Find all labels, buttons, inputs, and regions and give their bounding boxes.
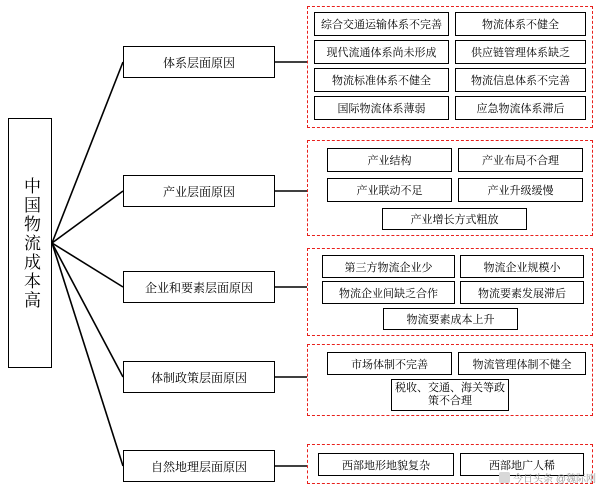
- category-node-geography[interactable]: [123, 450, 275, 482]
- leaf-item[interactable]: 产业升级缓慢: [458, 178, 583, 202]
- category-label-policy: 体制政策层面原因: [150, 370, 247, 385]
- category-label-industry: 产业层面原因: [162, 184, 235, 199]
- category-node-policy[interactable]: [123, 361, 275, 393]
- category-node-system[interactable]: [123, 46, 275, 78]
- category-label-enterprise: 企业和要素层面原因: [144, 280, 253, 295]
- leaf-item[interactable]: 物流企业规模小: [460, 255, 584, 278]
- leaf-item[interactable]: 西部地广人稀: [460, 453, 584, 476]
- leaf-item[interactable]: 物流要素成本上升: [383, 308, 518, 330]
- category-node-enterprise[interactable]: [123, 271, 275, 303]
- leaf-item[interactable]: 物流标准体系不健全: [314, 68, 449, 92]
- watermark: [499, 470, 596, 485]
- watermark-logo-icon: [499, 472, 510, 483]
- root-node: [8, 118, 52, 368]
- leaf-item[interactable]: 产业联动不足: [327, 178, 452, 202]
- category-label-system: 体系层面原因: [162, 55, 235, 70]
- category-label-geography: 自然地理层面原因: [150, 459, 247, 474]
- root-label: 中国物流成本高: [21, 176, 40, 310]
- leaf-item[interactable]: 物流体系不健全: [455, 12, 586, 36]
- leaf-item[interactable]: 产业增长方式粗放: [382, 208, 527, 230]
- leaf-item[interactable]: 第三方物流企业少: [322, 255, 455, 278]
- leaf-item[interactable]: 产业布局不合理: [458, 148, 583, 172]
- leaf-item[interactable]: 物流管理体制不健全: [458, 352, 586, 375]
- leaf-item[interactable]: 西部地形地貌复杂: [318, 453, 454, 476]
- leaf-item[interactable]: 国际物流体系薄弱: [314, 96, 449, 120]
- leaf-item[interactable]: 现代流通体系尚未形成: [314, 40, 449, 64]
- leaf-item[interactable]: 产业结构: [327, 148, 452, 172]
- leaf-item[interactable]: 物流信息体系不完善: [455, 68, 586, 92]
- leaf-item[interactable]: 物流企业间缺乏合作: [322, 281, 455, 304]
- leaf-item[interactable]: 应急物流体系滞后: [455, 96, 586, 120]
- category-node-industry[interactable]: [123, 175, 275, 207]
- leaf-item[interactable]: 市场体制不完善: [327, 352, 452, 375]
- watermark-text: 今日头条 @魏际刚: [513, 474, 596, 485]
- leaf-item[interactable]: 物流要素发展滞后: [460, 281, 584, 304]
- leaf-item[interactable]: 供应链管理体系缺乏: [455, 40, 586, 64]
- leaf-item[interactable]: 税收、交通、海关等政策不合理: [391, 379, 509, 411]
- leaf-item[interactable]: 综合交通运输体系不完善: [314, 12, 449, 36]
